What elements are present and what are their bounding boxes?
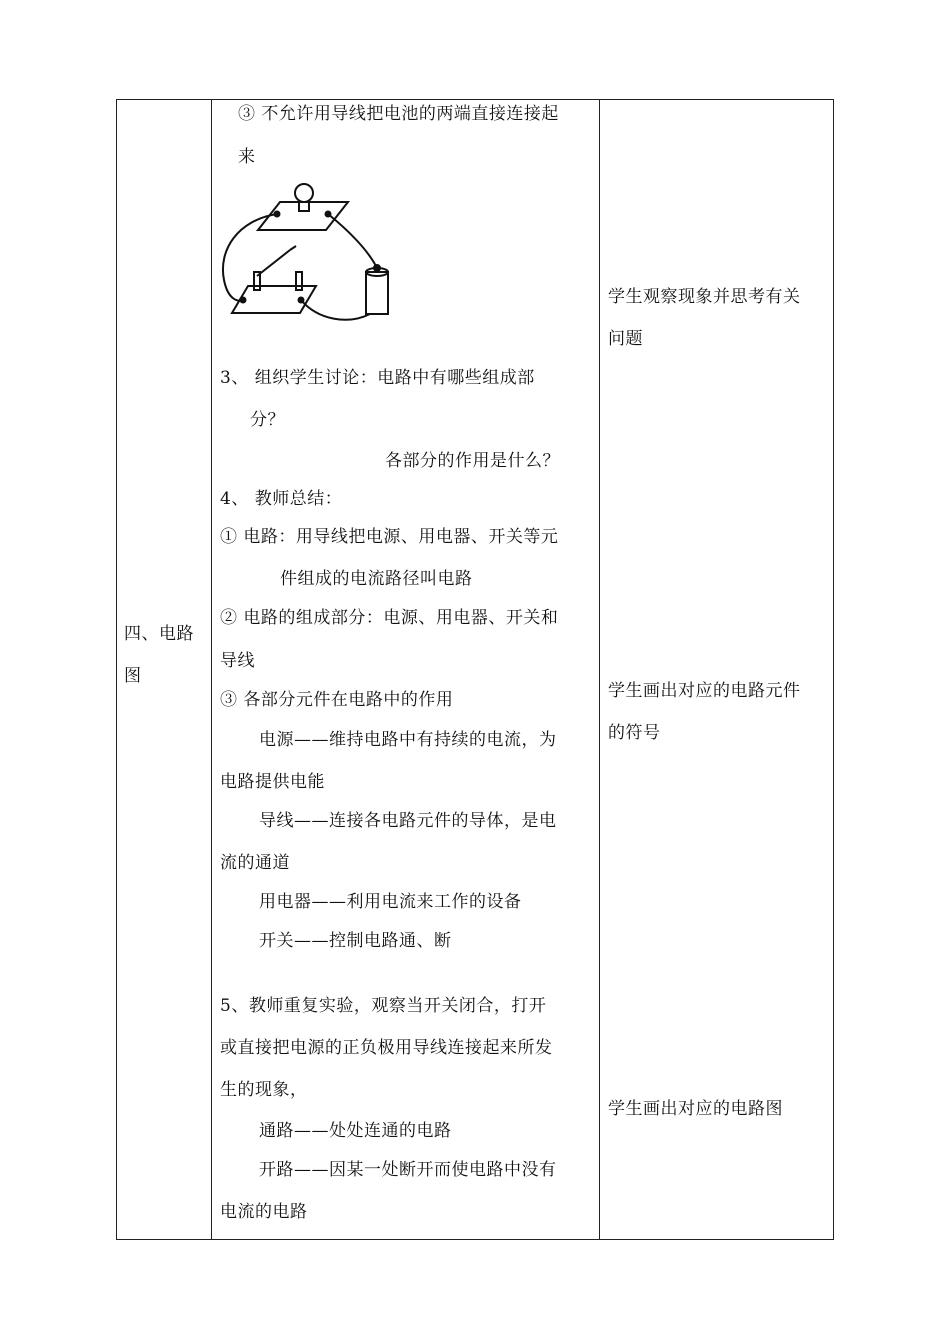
step-5: 5、教师重复实验，观察当开关闭合，打开 bbox=[220, 996, 547, 1016]
student-activity-1-cont: 问题 bbox=[608, 329, 643, 349]
section-title-line2: 图 bbox=[124, 666, 142, 686]
closed-circuit-def: 通路——处处连通的电路 bbox=[259, 1121, 452, 1141]
summary-1-cont: 件组成的电流路径叫电路 bbox=[280, 569, 473, 589]
column-divider-2 bbox=[599, 100, 600, 1239]
wire-def: 导线——连接各电路元件的导体，是电 bbox=[259, 811, 557, 831]
student-activity-2-cont: 的符号 bbox=[608, 723, 661, 743]
student-activity-2: 学生画出对应的电路元件 bbox=[608, 681, 801, 701]
step-4: 4、 教师总结： bbox=[220, 489, 343, 509]
summary-1: ① 电路：用导线把电源、用电器、开关等元 bbox=[220, 527, 559, 547]
wire-def-cont: 流的通道 bbox=[220, 853, 290, 873]
appliance-def: 用电器——利用电流来工作的设备 bbox=[259, 892, 522, 912]
open-circuit-def-cont: 电流的电路 bbox=[220, 1202, 308, 1222]
summary-2-cont: 导线 bbox=[220, 651, 255, 671]
rule-line: ③ 不允许用导线把电池的两端直接连接起 bbox=[238, 104, 559, 124]
open-circuit-def: 开路——因某一处断开而使电路中没有 bbox=[259, 1160, 557, 1180]
power-source-def: 电源——维持电路中有持续的电流，为 bbox=[259, 730, 557, 750]
summary-2: ② 电路的组成部分：电源、用电器、开关和 bbox=[220, 608, 559, 628]
student-activity-1: 学生观察现象并思考有关 bbox=[608, 287, 801, 307]
step-3-question: 各部分的作用是什么？ bbox=[385, 451, 560, 471]
step-5-cont2: 生的现象， bbox=[220, 1080, 308, 1100]
step-3-cont: 分？ bbox=[250, 410, 285, 430]
step-5-cont: 或直接把电源的正负极用导线连接起来所发 bbox=[220, 1038, 553, 1058]
power-source-def-cont: 电路提供电能 bbox=[220, 772, 325, 792]
student-activity-3: 学生画出对应的电路图 bbox=[608, 1099, 783, 1119]
switch-def: 开关——控制电路通、断 bbox=[259, 931, 452, 951]
section-title-line1: 四、电路 bbox=[124, 624, 194, 644]
summary-3: ③ 各部分元件在电路中的作用 bbox=[220, 690, 454, 710]
step-3: 3、 组织学生讨论：电路中有哪些组成部 bbox=[220, 368, 535, 388]
circuit-illustration-icon bbox=[218, 180, 398, 330]
column-divider-1 bbox=[211, 100, 212, 1239]
rule-line-cont: 来 bbox=[238, 147, 256, 167]
